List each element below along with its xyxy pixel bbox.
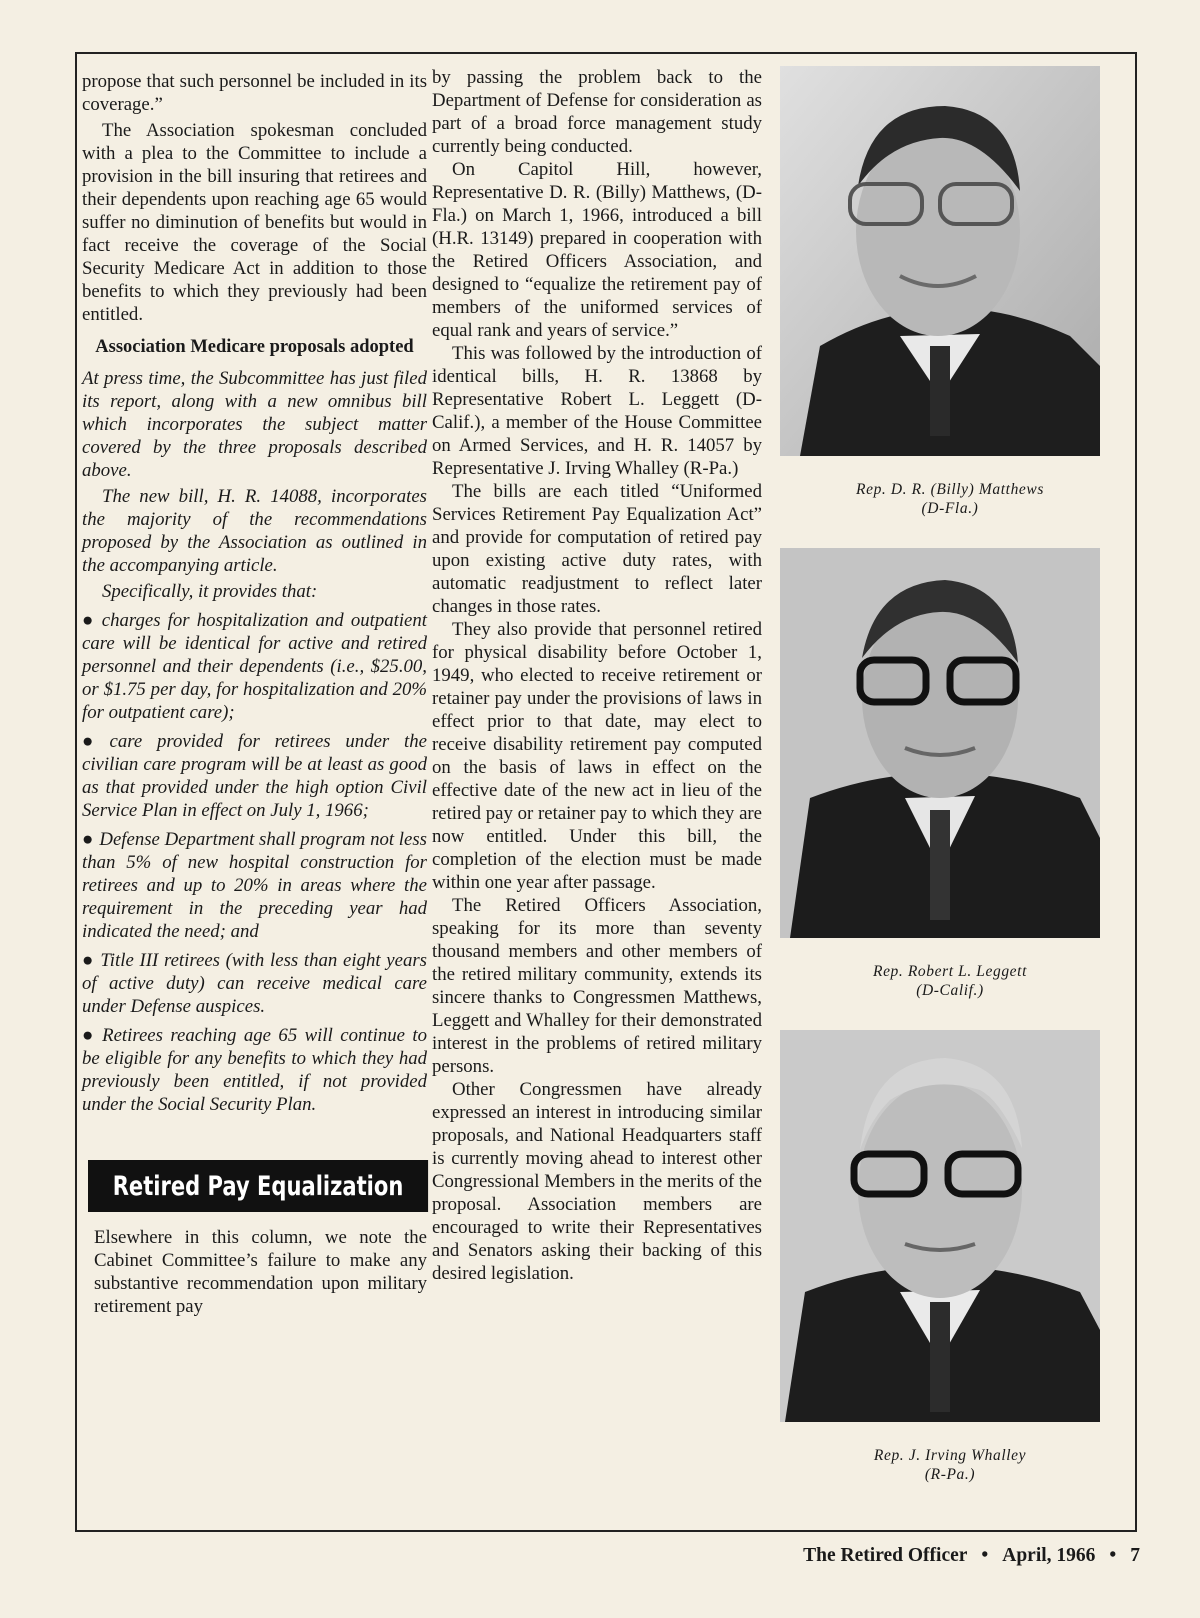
italic-paragraph: The new bill, H. R. 14088, incorporates the majority of the recommendations proposed by the Association as outlined in the accompanying article. [82, 486, 427, 576]
page-footer [803, 1545, 1140, 1567]
bullet-icon: ● [82, 1025, 97, 1046]
column-middle [432, 66, 762, 1285]
portrait-photo [780, 66, 1100, 456]
paragraph: Other Congressmen have already expressed an interest in introducing similar proposals, and National Headquarters staff is currently moving ahead to interest other Congressional Members in the merits of the proposal. Association members are encouraged to write their Representatives and Senators asking their backing of this desired legislation. [432, 1079, 762, 1284]
bullet-icon: ● [82, 731, 104, 752]
paragraph: Elsewhere in this column, we note the Cabinet Committee’s failure to make any substantive recommendation upon military retirement pay [94, 1227, 427, 1317]
bullet-item: ● care provided for retirees under the civilian care program will be at least as good as that provided under the high option Civil Service Plan in effect on July 1, 1966; [82, 731, 427, 821]
page-number: 7 [1130, 1545, 1140, 1566]
publication-date: April, 1966 [1002, 1545, 1096, 1566]
publication-name: The Retired Officer [803, 1545, 968, 1566]
paragraph: propose that such personnel be included in its coverage.” [82, 71, 427, 115]
paragraph: The Retired Officers Association, speaking for its more than seventy thousand members and other members of the retired military community, extends its sincere thanks to Congressmen Matthews, Leggett and Whalley for their demonstrated interest in the problems of retired military persons. [432, 895, 762, 1077]
paragraph: The Association spokesman concluded with a plea to the Committee to include a provision in the bill insuring that retirees and their dependents upon reaching age 65 would suffer no diminution of benefits but would in fact receive the coverage of the Social Security Medicare Act in addition to those benefits to which they previously had been entitled. [82, 120, 427, 325]
italic-paragraph: Specifically, it provides that: [102, 581, 318, 602]
photo-caption: Rep. J. Irving Whalley (R-Pa.) [873, 1447, 1027, 1483]
bullet-item: ● Retirees reaching age 65 will continue to be eligible for any benefits to which they had previously been entitled, if not provided under the Social Security Plan. [82, 1025, 427, 1115]
paragraph: The bills are each titled “Uniformed Services Retirement Pay Equalization Act” and provide for computation of retired pay upon existing active duty rates, with automatic readjustment to reflect later changes in those rates. [432, 481, 762, 617]
bullet-icon: ● [82, 610, 96, 631]
portrait-photo [780, 1030, 1100, 1422]
section-heading: Association Medicare proposals adopted [95, 337, 414, 357]
footer-separator: • [1109, 1545, 1117, 1566]
column-left [82, 70, 427, 1318]
photo-caption: Rep. D. R. (Billy) Matthews (D-Fla.) [856, 481, 1044, 517]
column-photos [780, 66, 1120, 1514]
bullet-icon: ● [82, 829, 94, 850]
section-banner: Retired Pay Equalization [88, 1160, 428, 1212]
paragraph: On Capitol Hill, however, Representative D. R. (Billy) Matthews, (D-Fla.) on March 1, 1966, introduced a bill (H.R. 13149) prepared in cooperation with the Retired Officers Association, and designed to “equalize the retirement pay of members of the uniformed services of equal rank and years of service.” [432, 159, 762, 341]
bullet-item: ● charges for hospitalization and outpatient care will be identical for active and retired personnel and their dependents (i.e., $25.00, or $1.75 per day, for hospitalization and 20% for outpatient care); [82, 610, 427, 723]
bullet-item: ● Title III retirees (with less than eight years of active duty) can receive medical care under Defense auspices. [82, 950, 427, 1017]
footer-separator: • [981, 1545, 989, 1566]
paragraph: This was followed by the introduction of identical bills, H. R. 13868 by Representative Robert L. Leggett (D-Calif.), a member of the House Committee on Armed Services, and H. R. 14057 by Representative J. Irving Whalley (R-Pa.) [432, 343, 762, 479]
portrait-photo [780, 548, 1100, 938]
bullet-icon: ● [82, 950, 95, 971]
paragraph: They also provide that personnel retired for physical disability before October 1, 1949, who elected to receive retirement or retainer pay under the provisions of laws in effect prior to that date, may elect to receive disability retirement pay computed on the basis of laws in effect on the effective date of the new act in lieu of the retired pay or retainer pay to which they are now entitled. Under this bill, the completion of the election must be made within one year after passage. [432, 619, 762, 893]
photo-caption: Rep. Robert L. Leggett (D-Calif.) [873, 963, 1027, 999]
bullet-item: ● Defense Department shall program not less than 5% of new hospital construction for retirees and up to 20% in areas where the requirement in the preceding year had indicated the need; and [82, 829, 427, 942]
paragraph: by passing the problem back to the Department of Defense for consideration as part of a broad force management study currently being conducted. [432, 67, 762, 157]
italic-paragraph: At press time, the Subcommittee has just filed its report, along with a new omnibus bill which incorporates the subject matter covered by the three proposals described above. [82, 368, 427, 481]
